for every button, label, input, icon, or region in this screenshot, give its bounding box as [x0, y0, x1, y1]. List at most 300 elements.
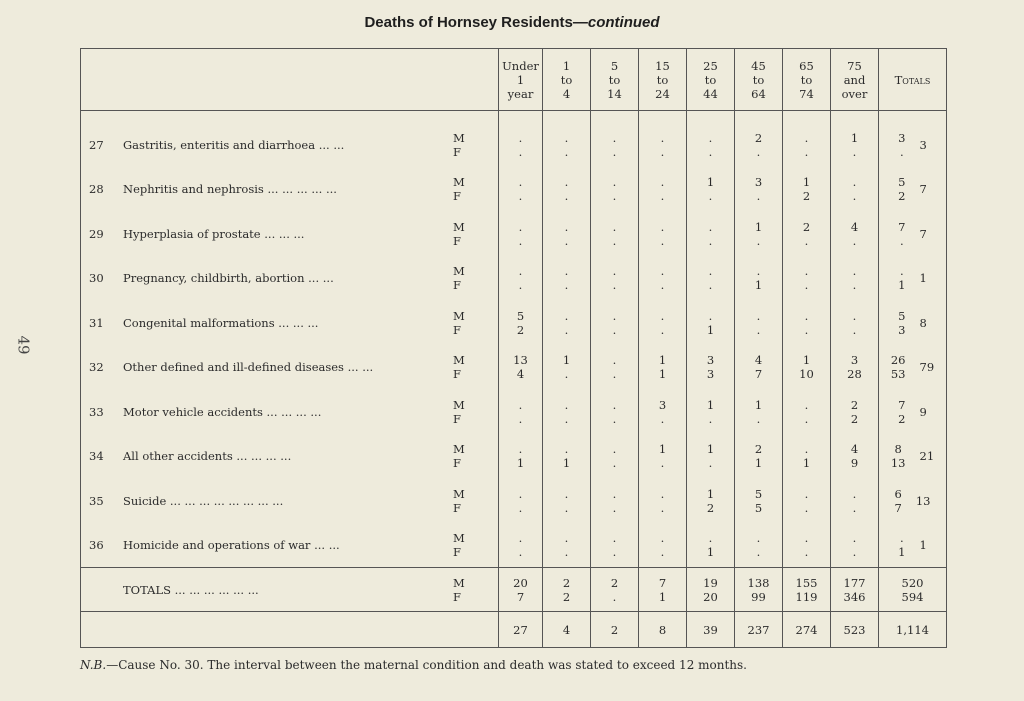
page-title: Deaths of Hornsey Residents—continued	[364, 14, 660, 31]
female-value: .	[708, 411, 713, 426]
count-cell	[783, 434, 831, 479]
male-value: .	[564, 397, 569, 412]
male-value: .	[660, 264, 665, 279]
count-cell	[543, 123, 591, 168]
count-cell	[639, 256, 687, 301]
female-value: .	[518, 233, 523, 248]
count-cell	[687, 123, 735, 168]
totals-cell	[879, 523, 947, 568]
male-value: 1	[562, 353, 571, 368]
row-total: 9	[919, 404, 927, 419]
male-value: .	[612, 397, 617, 412]
female-value: .	[612, 233, 617, 248]
cause-name: Homicide and operations of war ... ...	[123, 538, 340, 552]
female-value: 1	[754, 456, 763, 471]
count-cell	[591, 390, 639, 435]
count-cell	[735, 390, 783, 435]
count-cell	[499, 523, 543, 568]
male-value: .	[804, 486, 809, 501]
male-value: .	[756, 308, 761, 323]
female-value: .	[518, 545, 523, 559]
age-header	[499, 49, 543, 111]
female-value: .	[708, 233, 713, 248]
count-cell	[543, 256, 591, 301]
male-value: .	[660, 308, 665, 323]
female-value: 3	[706, 367, 715, 382]
female-value: .	[612, 456, 617, 471]
male-total: .	[900, 531, 904, 545]
count-cell	[639, 390, 687, 435]
table-row	[81, 390, 947, 435]
male-value: .	[660, 130, 665, 145]
male-value: 2	[562, 575, 571, 590]
count-cell	[499, 479, 543, 524]
grand-total-value: 8	[639, 612, 687, 648]
male-total: 5	[898, 308, 906, 323]
female-value: .	[612, 189, 617, 204]
male-value: .	[612, 353, 617, 368]
count-cell	[543, 434, 591, 479]
totals-count-cell	[735, 568, 783, 612]
totals-cell	[879, 479, 947, 524]
male-value: .	[852, 308, 857, 323]
sex-label: M F	[453, 442, 465, 471]
female-value: .	[660, 233, 665, 248]
cause-number: 35	[89, 493, 104, 508]
male-value: .	[804, 397, 809, 412]
male-value: .	[660, 486, 665, 501]
count-cell	[783, 479, 831, 524]
male-value: .	[708, 308, 713, 323]
female-value: .	[708, 144, 713, 159]
female-value: .	[852, 322, 857, 337]
male-value: .	[564, 442, 569, 457]
female-value: .	[756, 144, 761, 159]
female-value: .	[612, 144, 617, 159]
female-value: 20	[703, 589, 718, 604]
male-value: .	[518, 175, 523, 190]
male-value: .	[660, 531, 665, 545]
grand-total-value: 237	[735, 612, 783, 648]
totals-label-cell	[81, 568, 499, 612]
count-cell	[591, 212, 639, 257]
male-value: .	[804, 442, 809, 457]
count-cell	[499, 167, 543, 212]
count-cell	[687, 167, 735, 212]
count-cell	[831, 390, 879, 435]
female-value: .	[852, 233, 857, 248]
female-value: .	[564, 411, 569, 426]
male-value: 1	[658, 442, 667, 457]
male-value: 5	[516, 308, 525, 323]
row-total: 7	[919, 226, 927, 241]
header-line: to	[704, 72, 717, 87]
female-value: 119	[795, 589, 818, 604]
cause-cell	[81, 167, 499, 212]
female-value: .	[852, 189, 857, 204]
male-value: 1	[658, 353, 667, 368]
count-cell	[735, 167, 783, 212]
male-value: 2	[802, 219, 811, 234]
male-value: 7	[658, 575, 667, 590]
sex-label: M F	[453, 175, 465, 204]
cause-number: 34	[89, 449, 104, 464]
male-value: .	[852, 486, 857, 501]
header-line: 44	[703, 86, 718, 101]
male-value: .	[804, 130, 809, 145]
cause-name: Gastritis, enteritis and diarrhoea ... ...	[123, 137, 345, 152]
female-value: .	[612, 278, 617, 293]
age-header	[543, 49, 591, 111]
male-value: .	[518, 264, 523, 279]
female-value: .	[660, 144, 665, 159]
header-blank	[81, 49, 499, 111]
age-header	[831, 49, 879, 111]
count-cell	[639, 123, 687, 168]
female-total: 53	[890, 367, 906, 382]
header-line: 64	[751, 86, 766, 101]
count-cell	[543, 523, 591, 568]
female-value: 7	[754, 367, 763, 382]
count-cell	[639, 345, 687, 390]
cause-number: 36	[89, 538, 104, 552]
sex-label: M F	[453, 486, 465, 515]
age-header	[879, 49, 947, 111]
male-value: 2	[610, 575, 619, 590]
totals-cell	[879, 301, 947, 346]
cause-name: Suicide ... ... ... ... ... ... ... ...	[123, 493, 284, 508]
female-value: .	[756, 233, 761, 248]
female-value: .	[518, 500, 523, 515]
female-value: .	[756, 411, 761, 426]
female-value: .	[804, 144, 809, 159]
male-value: .	[804, 308, 809, 323]
grand-total-value: 1,114	[879, 612, 947, 648]
female-value: 1	[706, 545, 715, 559]
female-value: .	[564, 144, 569, 159]
male-value: 20	[513, 575, 528, 590]
header-line: 25	[703, 58, 718, 73]
female-value: .	[612, 322, 617, 337]
male-total: 3	[898, 130, 906, 145]
header-line: 24	[655, 86, 670, 101]
header-line: to	[560, 72, 573, 87]
male-value: .	[564, 264, 569, 279]
male-total: 5	[898, 175, 906, 190]
female-value: .	[660, 500, 665, 515]
age-header	[591, 49, 639, 111]
totals-count-cell	[499, 568, 543, 612]
female-value: .	[612, 500, 617, 515]
male-value: 1	[802, 175, 811, 190]
female-value: .	[708, 278, 713, 293]
count-cell	[591, 434, 639, 479]
male-value: .	[564, 175, 569, 190]
female-value: .	[612, 545, 617, 559]
count-cell	[499, 434, 543, 479]
male-value: .	[612, 264, 617, 279]
male-value: 19	[703, 575, 718, 590]
count-cell	[831, 434, 879, 479]
sex-label: M F	[453, 219, 465, 248]
header-line: to	[800, 72, 813, 87]
male-total: 6	[894, 486, 902, 501]
male-value: .	[708, 264, 713, 279]
count-cell	[499, 212, 543, 257]
header-line: year	[507, 86, 534, 101]
male-value: 177	[843, 575, 866, 590]
male-total: 8	[894, 442, 902, 457]
count-cell	[735, 434, 783, 479]
count-cell	[543, 390, 591, 435]
age-header	[639, 49, 687, 111]
female-value: .	[852, 545, 857, 559]
totals-count-cell	[639, 568, 687, 612]
page-number: 49	[14, 335, 33, 355]
male-value: .	[612, 130, 617, 145]
cause-number: 32	[89, 360, 104, 375]
count-cell	[783, 301, 831, 346]
age-header	[783, 49, 831, 111]
count-cell	[543, 301, 591, 346]
male-value: 2	[754, 442, 763, 457]
male-value: .	[612, 486, 617, 501]
count-cell	[687, 212, 735, 257]
female-value: .	[660, 278, 665, 293]
row-total: 3	[919, 137, 927, 152]
male-value: 1	[802, 353, 811, 368]
row-total: 8	[919, 315, 927, 330]
cause-name: Other defined and ill-defined diseases ... ...	[123, 360, 374, 375]
female-value: .	[804, 545, 809, 559]
female-value: .	[852, 500, 857, 515]
female-value: .	[564, 322, 569, 337]
count-cell	[499, 345, 543, 390]
totals-count-cell	[879, 568, 947, 612]
count-cell	[783, 123, 831, 168]
cause-number: 30	[89, 271, 104, 286]
male-value: .	[612, 442, 617, 457]
female-value: 1	[754, 278, 763, 293]
header-line: 1	[562, 58, 571, 73]
male-value: .	[518, 219, 523, 234]
header-line: over	[841, 86, 868, 101]
female-value: 10	[799, 367, 814, 382]
cause-cell	[81, 390, 499, 435]
male-value: .	[518, 486, 523, 501]
female-value: .	[564, 545, 569, 559]
count-cell	[831, 479, 879, 524]
cause-name: Motor vehicle accidents ... ... ... ...	[123, 404, 322, 419]
table-row	[81, 123, 947, 168]
sex-label: M F	[453, 353, 465, 382]
count-cell	[783, 167, 831, 212]
cause-cell	[81, 479, 499, 524]
sex-label: M F	[453, 308, 465, 337]
count-cell	[687, 256, 735, 301]
totals-cell	[879, 434, 947, 479]
female-value: .	[660, 411, 665, 426]
male-value: .	[708, 219, 713, 234]
row-total: 21	[919, 449, 935, 464]
male-value: .	[852, 264, 857, 279]
count-cell	[831, 301, 879, 346]
table-row	[81, 523, 947, 568]
count-cell	[591, 301, 639, 346]
male-value: 3	[706, 353, 715, 368]
female-value: 1	[658, 589, 667, 604]
cause-cell	[81, 256, 499, 301]
count-cell	[543, 167, 591, 212]
female-value: .	[564, 278, 569, 293]
count-cell	[783, 345, 831, 390]
male-value: .	[518, 531, 523, 545]
male-value: 4	[850, 442, 859, 457]
header-line: to	[752, 72, 765, 87]
female-value: 346	[843, 589, 866, 604]
totals-count-cell	[831, 568, 879, 612]
count-cell	[639, 212, 687, 257]
cause-number: 31	[89, 315, 104, 330]
male-total: 7	[898, 219, 906, 234]
deaths-table	[80, 48, 947, 648]
table-row	[81, 301, 947, 346]
count-cell	[639, 523, 687, 568]
header-line: 5	[610, 58, 619, 73]
count-cell	[639, 434, 687, 479]
sex-label: M F	[453, 531, 465, 559]
female-value: 9	[850, 456, 859, 471]
header-line: 1	[516, 72, 525, 87]
male-value: .	[564, 219, 569, 234]
male-value: 520	[901, 575, 924, 590]
female-total: .	[900, 233, 904, 248]
male-value: .	[804, 264, 809, 279]
count-cell	[591, 479, 639, 524]
male-value: .	[708, 130, 713, 145]
male-value: .	[564, 130, 569, 145]
totals-cell	[879, 256, 947, 301]
count-cell	[591, 256, 639, 301]
male-value: .	[612, 531, 617, 545]
male-value: .	[612, 219, 617, 234]
female-value: 1	[706, 322, 715, 337]
count-cell	[735, 301, 783, 346]
male-value: 4	[754, 353, 763, 368]
male-value: 3	[754, 175, 763, 190]
male-value: 1	[706, 442, 715, 457]
female-value: 28	[847, 367, 862, 382]
count-cell	[687, 434, 735, 479]
count-cell	[687, 523, 735, 568]
count-cell	[783, 523, 831, 568]
row-total: 13	[915, 493, 931, 508]
female-value: .	[756, 189, 761, 204]
cause-number: 27	[89, 137, 104, 152]
table-row	[81, 434, 947, 479]
count-cell	[639, 479, 687, 524]
count-cell	[639, 167, 687, 212]
male-value: .	[852, 175, 857, 190]
grand-total-value: 39	[687, 612, 735, 648]
female-value: .	[564, 233, 569, 248]
male-value: 13	[513, 353, 528, 368]
male-value: .	[564, 308, 569, 323]
cause-name: Hyperplasia of prostate ... ... ...	[123, 226, 305, 241]
female-value: 5	[754, 500, 763, 515]
male-value: .	[708, 531, 713, 545]
male-value: 4	[850, 219, 859, 234]
female-value: .	[804, 500, 809, 515]
count-cell	[783, 390, 831, 435]
male-value: .	[564, 531, 569, 545]
sex-label: M F	[453, 130, 465, 159]
cause-name: Nephritis and nephrosis ... ... ... ... ...	[123, 182, 337, 197]
table-row	[81, 212, 947, 257]
cause-number: 29	[89, 226, 104, 241]
male-total: .	[900, 264, 904, 279]
row-total: 1	[919, 538, 927, 552]
count-cell	[499, 123, 543, 168]
female-value: .	[660, 456, 665, 471]
female-value: .	[612, 589, 617, 604]
count-cell	[831, 345, 879, 390]
male-value: 138	[747, 575, 770, 590]
totals-count-cell	[687, 568, 735, 612]
male-total: 26	[890, 353, 906, 368]
grand-total-value: 2	[591, 612, 639, 648]
female-value: .	[564, 500, 569, 515]
age-header	[735, 49, 783, 111]
female-value: .	[660, 189, 665, 204]
female-value: .	[612, 411, 617, 426]
female-value: 2	[802, 189, 811, 204]
female-value: .	[756, 545, 761, 559]
cause-name: Congenital malformations ... ... ...	[123, 315, 319, 330]
sex-label: M F	[453, 397, 465, 426]
totals-cell	[879, 212, 947, 257]
female-total: .	[900, 144, 904, 159]
count-cell	[687, 345, 735, 390]
count-cell	[499, 301, 543, 346]
grand-total-row	[81, 612, 947, 648]
totals-cell	[879, 390, 947, 435]
male-value: .	[518, 442, 523, 457]
header-line: and	[843, 72, 866, 87]
count-cell	[735, 479, 783, 524]
female-value: 2	[516, 322, 525, 337]
male-value: 155	[795, 575, 818, 590]
totals-count-cell	[591, 568, 639, 612]
female-value: .	[660, 322, 665, 337]
count-cell	[687, 390, 735, 435]
count-cell	[735, 256, 783, 301]
male-value: 1	[754, 397, 763, 412]
count-cell	[591, 123, 639, 168]
sex-label: M F	[453, 575, 465, 604]
count-cell	[783, 212, 831, 257]
table-row	[81, 479, 947, 524]
male-value: .	[756, 264, 761, 279]
count-cell	[831, 167, 879, 212]
female-value: .	[804, 278, 809, 293]
count-cell	[499, 390, 543, 435]
count-cell	[687, 479, 735, 524]
female-value: .	[804, 233, 809, 248]
count-cell	[831, 212, 879, 257]
count-cell	[639, 301, 687, 346]
cause-cell	[81, 123, 499, 168]
